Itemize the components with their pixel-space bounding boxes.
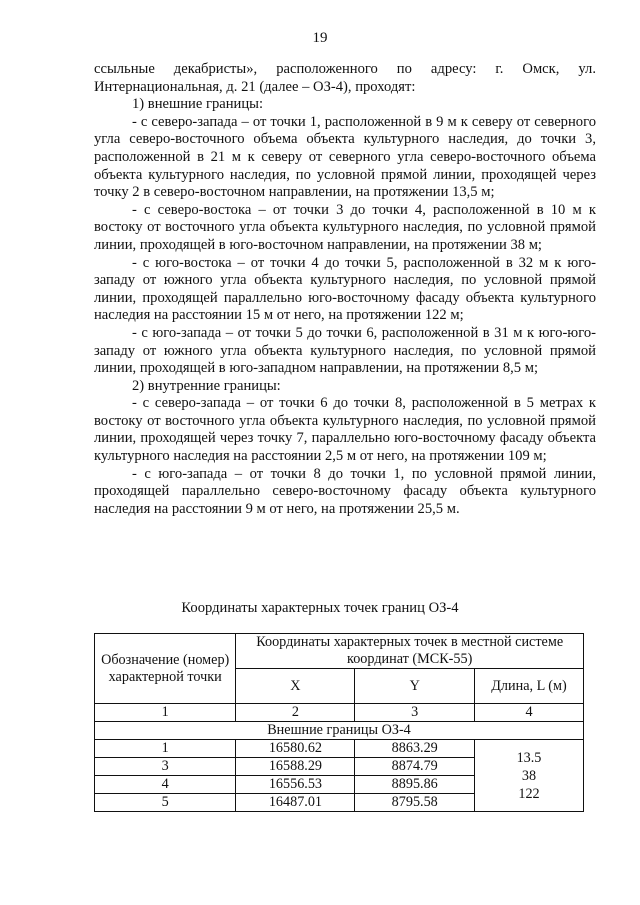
paragraph-southeast: - с юго-востока – от точки 4 до точки 5, расположенной в 32 м к юго-западу от южного угла объекта культурного наследия, по условной прямой линии, проходящей параллельно юго-восточному фасаду объекта культурного наследия на расстоянии 15 м от него, на протяжении 122 м; [94,254,596,324]
length-cell [474,740,583,812]
length-value: 13.5 [516,749,542,766]
header-point-mark: Обозначение (номер) характерной точки [95,634,236,704]
y-value: 8863.29 [355,740,475,758]
x-value: 16487.01 [236,794,355,812]
point-number: 5 [95,794,236,812]
header-length: Длина, L (м) [474,669,583,704]
paragraph-internal-southwest: - с юго-запада – от точки 8 до точки 1, по условной прямой линии, проходящей параллельно северо-восточному фасаду объекта культурного наследия на расстоянии 9 м от него, на протяжении 25,5 м. [94,465,596,517]
point-number: 1 [95,740,236,758]
table-title: Координаты характерных точек границ ОЗ-4 [181,600,459,616]
section-label: Внешние границы ОЗ-4 [95,722,584,740]
table-row [95,740,584,758]
y-value: 8874.79 [355,758,475,776]
y-value: 8895.86 [355,776,475,794]
col-number: 3 [355,704,475,722]
x-value: 16588.29 [236,758,355,776]
document-body [94,61,596,518]
header-y: Y [355,669,475,704]
col-number: 1 [95,704,236,722]
coordinates-table [94,633,584,812]
paragraph-external-heading: 1) внешние границы: [132,96,264,113]
header-x: X [236,669,355,704]
page-number: 19 [312,30,328,46]
y-value: 8795.58 [355,794,475,812]
point-number: 3 [95,758,236,776]
x-value: 16580.62 [236,740,355,758]
length-value: 38 [521,767,537,784]
col-number: 2 [236,704,355,722]
paragraph-southwest: - с юго-запада – от точки 5 до точки 6, расположенной в 31 м к юго-юго-западу от южного угла объекта культурного наследия, по условной прямой линии, проходящей в юго-западном направлении, на протяжении 8,5 м; [94,324,596,377]
header-coordinates: Координаты характерных точек в местной системе координат (МСК-55) [236,634,584,669]
paragraph-internal-heading: 2) внутренние границы: [132,377,281,394]
col-number: 4 [474,704,583,722]
paragraph-northeast: - с северо-востока – от точки 3 до точки 4, расположенной в 10 м к востоку от восточного угла объекта культурного наследия, по условной прямой линии, проходящей в юго-восточном направлении, на протяжении 38 м; [94,201,596,253]
paragraph-internal-northwest: - с северо-запада – от точки 6 до точки 8, расположенной в 5 метрах к востоку от восточного угла объекта культурного наследия, по условной прямой линии, проходящей через точку 7, параллельно юго-восточному фасаду объекта культурного наследия на расстоянии 2,5 м от него, на протяжении 109 м; [94,395,596,465]
length-value: 122 [518,785,540,802]
x-value: 16556.53 [236,776,355,794]
point-number: 4 [95,776,236,794]
paragraph-intro: ссыльные декабристы», расположенного по адресу: г. Омск, ул. Интернациональная, д. 21 (далее – ОЗ-4), проходят: [94,61,596,95]
paragraph-northwest: - с северо-запада – от точки 1, расположенной в 9 м к северу от северного угла северо-восточного объема объекта культурного наследия, до точки 3, расположенной в 21 м к северу от северного угла северо-восточного объема объекта культурного наследия, по условной прямой линии, проходящей через точку 2 в северо-восточном направлении, на протяжении 13,5 м; [94,113,596,201]
